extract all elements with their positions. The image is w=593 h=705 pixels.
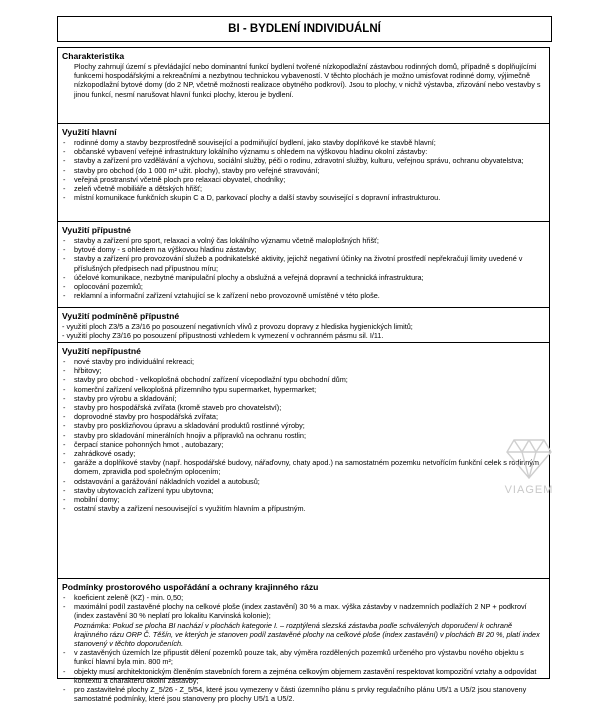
conditional-use-heading: Využití podmíněně přípustné xyxy=(62,311,180,321)
forbidden-use-list xyxy=(62,357,545,513)
list-item: - rodinné domy a stavby bezprostředně související a podmiňující bydlení, jako stavby doplňkové ke stavbě hlavní; xyxy=(62,138,545,147)
forbidden-use-section xyxy=(58,343,549,579)
list-item: - komerční zařízení velkoplošná přízemního typu supermarket, hypermarket; xyxy=(62,385,545,394)
list-item: - stavby a zařízení pro provozování služeb a podnikatelské aktivity, jejichž negativní účinky na životní prostředí nepřekračují limity uvedené v příslušných předpisech nad přípustnou míru; xyxy=(62,254,545,272)
list-item: - stavby pro posklizňovou úpravu a skladování produktů rostlinné výroby; xyxy=(62,421,545,430)
watermark-text: VIAGEM xyxy=(504,484,554,496)
list-item: - stavby a zařízení pro vzdělávání a výchovu, sociální služby, péči o rodinu, zdravotní služby, kulturu, veřejnou správu, ochranu obyvatelstva; xyxy=(62,156,545,165)
list-item: - stavby pro výrobu a skladování; xyxy=(62,394,545,403)
list-item: - využití ploch Z3/5 a Z3/16 po posouzení negativních vlivů z provozu dopravy z hlediska hygienických limitů; xyxy=(62,322,413,331)
list-item: - občanské vybavení veřejné infrastruktury lokálního významu s ohledem na výškovou hladinu okolní zástavby: xyxy=(62,147,545,156)
list-item: - odstavování a garážování nákladních vozidel a autobusů; xyxy=(62,477,545,486)
list-item: - stavby pro hospodářská zvířata (kromě staveb pro chovatelství); xyxy=(62,403,545,412)
list-item: - stavby pro obchod - velkoplošná obchodní zařízení vícepodlažní typu obchodní dům; xyxy=(62,375,545,384)
list-item: - nové stavby pro individuální rekreaci; xyxy=(62,357,545,366)
allowed-use-section xyxy=(58,222,549,308)
page-title: BI - BYDLENÍ INDIVIDUÁLNÍ xyxy=(57,16,552,42)
list-item: - čerpací stanice pohonných hmot , autobazary; xyxy=(62,440,545,449)
list-item: - koeficient zeleně (KZ) - min. 0,50; xyxy=(62,593,545,602)
main-use-section xyxy=(58,124,549,222)
list-item: - účelové komunikace, nezbytné manipulační plochy a obslužná a veřejná dopravní a technická infrastruktura; xyxy=(62,273,545,282)
list-item: - stavby a zařízení pro sport, relaxaci a volný čas lokálního významu včetně maloplošných hřišť; xyxy=(62,236,545,245)
list-item: - zeleň včetně mobiliáře a dětských hřišť; xyxy=(62,184,545,193)
conditional-use-list xyxy=(62,322,545,340)
list-item: - využití plochy Z3/16 po posouzení přípustnosti vzhledem k vymezení v ochranném pásmu sil. I/11. xyxy=(62,331,384,341)
list-item: - mobilní domy; xyxy=(62,495,545,504)
main-use-list xyxy=(62,138,545,202)
conditions-heading: Podmínky prostorového uspořádání a ochrany krajinného rázu xyxy=(62,582,319,592)
list-item: - stavby pro obchod (do 1 000 m² užit. plochy), stavby pro veřejné stravování; xyxy=(62,166,545,175)
forbidden-use-heading: Využití nepřípustné xyxy=(62,346,141,356)
list-item: - maximální podíl zastavěné plochy na celkové ploše (index zastavění) 30 % a max. výška zástavby v nadzemních podlažích 2 NP + podkroví (index zastavění 30 % neplatí pro lokalitu Karvinská kolonie); xyxy=(62,602,545,620)
list-item: - reklamní a informační zařízení vztahující se k zařízení nebo provozovně umístěné v této ploše. xyxy=(62,291,545,300)
allowed-use-heading: Využití přípustné xyxy=(62,225,131,235)
conditions-list xyxy=(62,593,545,703)
list-item: - místní komunikace funkčních skupin C a D, parkovací plochy a další stavby související s dopravní infrastrukturou. xyxy=(62,193,545,202)
list-item: - zahrádkové osady; xyxy=(62,449,545,458)
allowed-use-list xyxy=(62,236,545,300)
list-item: - hřbitovy; xyxy=(62,366,545,375)
characteristics-section xyxy=(58,48,549,124)
characteristics-heading: Charakteristika xyxy=(62,51,125,61)
list-item: - bytové domy - s ohledem na výškovou hladinu zástavby; xyxy=(62,245,545,254)
list-item: - garáže a doplňkové stavby (např. hospodářské budovy, nářaďovny, chaty apod.) na samostatném pozemku netvořícím funkční celek s rodinným domem, zpravidla pod společným oplocením; xyxy=(62,458,545,476)
regulation-table xyxy=(57,47,550,704)
list-item: - ostatní stavby a zařízení nesouvisející s využitím hlavním a přípustným. xyxy=(62,504,545,513)
list-item: - oplocování pozemků; xyxy=(62,282,545,291)
list-item: - v zastavěných územích lze připustit dělení pozemků pouze tak, aby výměra rozdělených pozemků určeného pro výstavbu nového objektu s funkcí hlavní byla min. 800 m²; xyxy=(62,648,545,666)
conditions-section xyxy=(58,579,549,705)
list-item: - veřejná prostranství včetně ploch pro relaxaci obyvatel, chodníky; xyxy=(62,175,545,184)
list-item: - pro zastavitelné plochy Z_5/26 - Z_5/54, které jsou vymezeny v části územního plánu s prvky regulačního plánu U5/1 a U5/2 jsou stanoveny samostatné podmínky, které jsou stanoveny pro plochy U5/1 a U5/2. xyxy=(62,685,545,703)
list-item: - stavby pro skladování minerálních hnojiv a přípravků na ochranu rostlin; xyxy=(62,431,545,440)
list-item: - objekty musí architektonickým členěním stavebních forem a zejména celkovým objemem zastavění respektovat kompoziční vztahy a odpovídat kontextu a charakteru okolní zástavby; xyxy=(62,667,545,685)
list-item: - stavby ubytovacích zařízení typu ubytovna; xyxy=(62,486,545,495)
conditional-use-section xyxy=(58,308,549,343)
note-item: Poznámka: Pokud se plocha BI nachází v plochách kategorie I. – rozptýlená slezská zástavba podle schválených doporučení k ochraně krajinného rázu ORP Č. Těšín, ve kterých je stanoven podíl zastavěné plochy na celkové ploše (index zastavění) v plochách BI 20 %, platí index stanovený v těchto doporučeních. xyxy=(74,620,540,649)
list-item: - doprovodné stavby pro hospodářská zvířata; xyxy=(62,412,545,421)
characteristics-text: Plochy zahrnují území s převládající nebo dominantní funkcí bydlení tvořené nízkopodlažní zástavbou rodinných domů, případně s doplňujícími funkcemi hospodářskými a rekreačními a nezbytnou technickou vybaveností. V těchto plochách je možno umisťovat rodinné domy, výjimečně nízkopodlažní bytové domy (do 2 NP, včetně možnosti realizace obytného podkroví). Jsou to plochy, v nichž výstavba, zřizování nebo vestavby s jinou funkcí, nesmí narušovat hlavní funkci plochy, kterou je bydlení. xyxy=(74,62,541,99)
main-use-heading: Využití hlavní xyxy=(62,127,117,137)
